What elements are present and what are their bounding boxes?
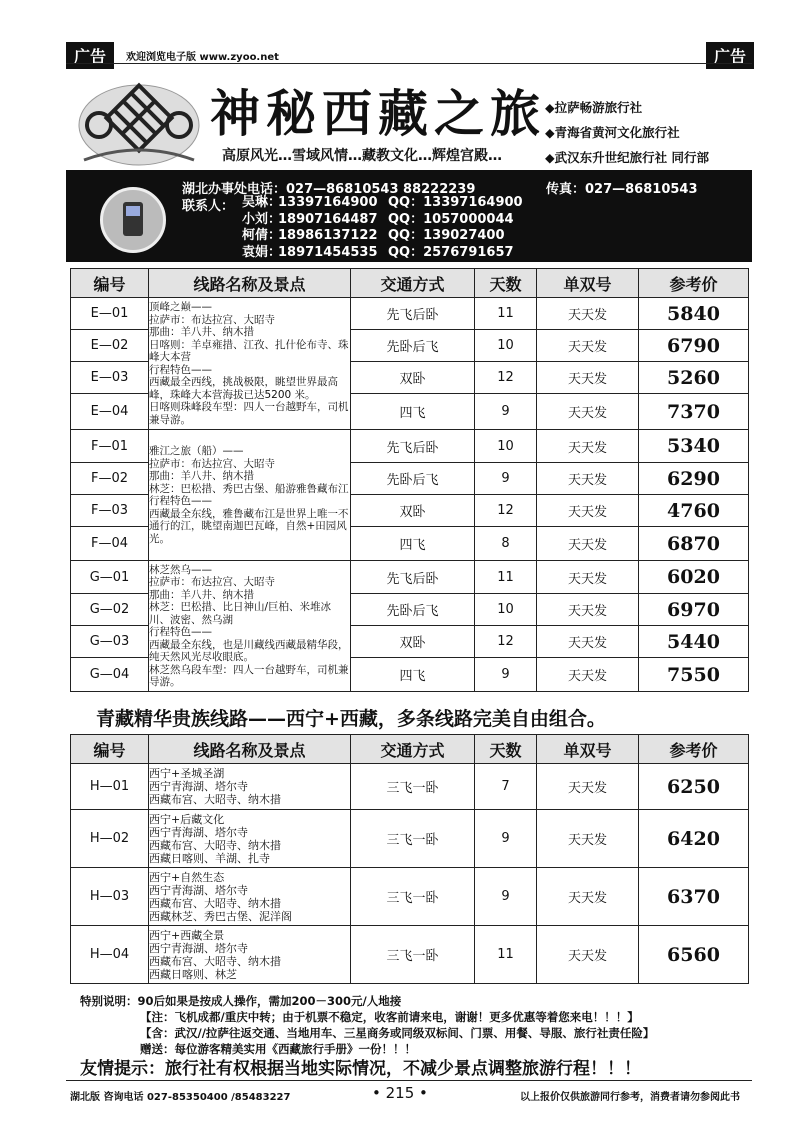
table-cell: H—01 [71,764,149,810]
table-cell: 7550 [639,658,749,692]
route-desc: 顶峰之巅—— 拉萨市：布达拉宫、大昭寺 那曲：羊八井、纳木措 日喀则：羊卓雍措、江孜、扎什伦布寺、珠峰大本营 行程特色—— 西藏最全西线，挑战极限，眺望世界最高峰，珠峰大本营海拔已达5200 米。 日喀则珠峰段车型：四人一台越野车，司机兼导游。 [149,298,351,430]
table-row [71,430,749,463]
table-cell: 5840 [639,298,749,330]
bottom-rule [66,1080,752,1081]
table-cell: 先卧后飞 [351,463,475,495]
table-cell: 10 [475,330,537,362]
table-cell: 9 [475,658,537,692]
table-cell: 三飞一卧 [351,764,475,810]
table-cell: F—03 [71,495,149,527]
col-header: 天数 [475,735,537,764]
office-phone: 湖北办事处电话：027—86810543 88222239 [182,182,476,197]
table-cell: 先卧后飞 [351,330,475,362]
table-cell: 12 [475,362,537,394]
contact-row [242,228,523,245]
table-cell: 6560 [639,926,749,984]
table-header-row [71,269,749,298]
table-cell: H—02 [71,810,149,868]
route-desc: 雅江之旅（船）—— 拉萨市：布达拉宫、大昭寺 那曲：羊八井、纳木措 林芝：巴松措、秀巴古堡、船游雅鲁藏布江 行程特色—— 西藏最全东线，雅鲁藏布江是世界上唯一不通行的江，眺望南迦巴瓦峰，自然+田园风光。 [149,430,351,561]
agency-item: ◆拉萨畅游旅行社 [545,100,643,115]
table-cell: F—04 [71,527,149,561]
contact-field: QQ：139027400 [388,228,505,243]
table-cell: 10 [475,430,537,463]
ad-tag-right: 广告 [706,42,754,69]
contact-field: QQ：13397164900 [388,195,523,210]
table-cell: 10 [475,594,537,626]
contact-people [242,195,523,261]
table-cell: 12 [475,495,537,527]
table-row [71,926,749,984]
table-cell: 四飞 [351,658,475,692]
table-cell: 天天发 [537,658,639,692]
table-cell: 9 [475,394,537,430]
fax-number: 传真：027—86810543 [546,182,698,197]
table-cell: 四飞 [351,394,475,430]
table-cell: 三飞一卧 [351,810,475,868]
table-cell: E—01 [71,298,149,330]
table-row [71,764,749,810]
table-cell: 6290 [639,463,749,495]
table-cell: 先卧后飞 [351,594,475,626]
col-header: 交通方式 [351,735,475,764]
contact-row [242,195,523,212]
table-cell: E—04 [71,394,149,430]
col-header: 编号 [71,735,149,764]
table-cell: 天天发 [537,330,639,362]
table-cell: 9 [475,810,537,868]
table-cell: 天天发 [537,463,639,495]
contact-field: 18907164487 [278,211,378,227]
col-header: 交通方式 [351,269,475,298]
friendly-reminder: 友情提示：旅行社有权根据当地实际情况，不减少景点调整旅游行程！！！ [80,1059,641,1079]
table-row [71,298,749,330]
table-cell: 西宁+西藏全景 西宁青海湖、塔尔寺 西藏布宫、大昭寺、纳木措 西藏日喀则、林芝 [149,926,351,984]
route-table-qinghai [70,734,749,984]
table-cell: G—01 [71,561,149,594]
table-row [71,868,749,926]
table-cell: 三飞一卧 [351,868,475,926]
table-cell: 天天发 [537,527,639,561]
table-cell: G—04 [71,658,149,692]
contact-field: QQ：1057000044 [388,211,514,227]
table-cell: 6250 [639,764,749,810]
table-cell: 先飞后卧 [351,430,475,463]
contact-field: 13397164900 [278,195,378,210]
table-header-row [71,735,749,764]
col-header: 线路名称及景点 [149,269,351,298]
table-cell: 天天发 [537,362,639,394]
table-cell: 9 [475,463,537,495]
table-cell: H—04 [71,926,149,984]
col-header: 天数 [475,269,537,298]
col-header: 参考价 [639,269,749,298]
table-cell: F—02 [71,463,149,495]
agency-item: ◆武汉东升世纪旅行社 同行部 [545,150,709,165]
special-notes [80,993,654,1057]
table-cell: 天天发 [537,298,639,330]
table-cell: 三飞一卧 [351,926,475,984]
footer-left: 湖北版 咨询电话 027-85350400 /85483227 [70,1092,291,1103]
route-desc: 林芝然乌—— 拉萨市：布达拉宫、大昭寺 那曲：羊八井、纳木措 林芝：巴松措、比日神山/巨柏、米堆冰川、波密、然乌湖 行程特色—— 西藏最全东线，也是川藏线西藏最精华段，纯天然风光尽收眼底。 林芝然乌段车型：四人一台越野车，司机兼导游。 [149,561,351,692]
contact-label: 联系人： [182,199,235,214]
phone-icon [100,187,166,253]
table-cell: 双卧 [351,362,475,394]
table-cell: 双卧 [351,626,475,658]
note-line: 特别说明：90后如果是按成人操作，需加200－300元/人地接 [80,994,402,1008]
table-cell: 4760 [639,495,749,527]
welcome-text: 欢迎浏览电子版 www.zyoo.net [126,52,279,63]
table-cell: 先飞后卧 [351,298,475,330]
table-cell: H—03 [71,868,149,926]
agency-item: ◆青海省黄河文化旅行社 [545,125,680,140]
table-cell: E—02 [71,330,149,362]
table-cell: 天天发 [537,430,639,463]
table-cell: 6420 [639,810,749,868]
footer-right: 以上报价仅供旅游同行参考，消费者请勿参阅此书 [520,1092,740,1103]
table-row [71,561,749,594]
page-number: • 215 • [372,1084,428,1102]
contact-field: QQ：2576791657 [388,244,514,260]
table-cell: G—02 [71,594,149,626]
table-cell: 5440 [639,626,749,658]
col-header: 单双号 [537,269,639,298]
table-cell: 天天发 [537,394,639,430]
contact-field: 吴琳： [242,195,282,210]
agency-list [545,95,709,170]
contact-field: 小刘： [242,211,282,227]
contact-field: 袁娟： [242,244,282,260]
table-cell: E—03 [71,362,149,394]
note-line: 【注：飞机成都/重庆中转；由于机票不稳定，收客前请来电，谢谢！更多优惠等着您来电！！！】 [140,1010,639,1024]
table-cell: 5340 [639,430,749,463]
route-table-tibet [70,268,749,692]
table-cell: 天天发 [537,594,639,626]
table-cell: 7 [475,764,537,810]
col-header: 单双号 [537,735,639,764]
table-cell: 11 [475,298,537,330]
contact-row [242,245,523,262]
contact-panel [66,170,752,262]
table-cell: 6370 [639,868,749,926]
table-cell: 5260 [639,362,749,394]
table-cell: 西宁+后藏文化 西宁青海湖、塔尔寺 西藏布宫、大昭寺、纳木措 西藏日喀则、羊湖、扎寺 [149,810,351,868]
table-cell: 11 [475,561,537,594]
table-cell: 7370 [639,394,749,430]
table-cell: 天天发 [537,495,639,527]
table-cell: 6020 [639,561,749,594]
table-cell: 天天发 [537,926,639,984]
top-rule [66,63,752,64]
col-header: 编号 [71,269,149,298]
table-cell: 先飞后卧 [351,561,475,594]
table-cell: 9 [475,868,537,926]
section2-title: 青藏精华贵族线路——西宁+西藏，多条线路完美自由组合。 [96,708,606,730]
table-cell: 西宁+自然生态 西宁青海湖、塔尔寺 西藏布宫、大昭寺、纳木措 西藏林芝、秀巴古堡、泥洋阁 [149,868,351,926]
table-cell: 天天发 [537,868,639,926]
table-cell: 天天发 [537,561,639,594]
note-line: 【含：武汉//拉萨往返交通、当地用车、三星商务或同级双标间、门票、用餐、导服、旅行社责任险】 [140,1026,655,1040]
table-cell: F—01 [71,430,149,463]
table-cell: 6790 [639,330,749,362]
page-title: 神秘西藏之旅 [210,84,546,143]
contact-field: 18971454535 [278,244,378,260]
table-cell: 天天发 [537,764,639,810]
table-cell: 天天发 [537,626,639,658]
table-row [71,810,749,868]
col-header: 线路名称及景点 [149,735,351,764]
table-cell: 天天发 [537,810,639,868]
table-cell: 6870 [639,527,749,561]
col-header: 参考价 [639,735,749,764]
table-cell: 西宁+圣城圣湖 西宁青海湖、塔尔寺 西藏布宫、大昭寺、纳木措 [149,764,351,810]
table-cell: 双卧 [351,495,475,527]
table-cell: 6970 [639,594,749,626]
contact-row [242,212,523,229]
table-cell: G—03 [71,626,149,658]
slogan: 高原风光…雪域风情…藏教文化…辉煌宫殿… [222,148,502,164]
table-cell: 8 [475,527,537,561]
contact-field: 柯倩： [242,228,282,243]
contact-field: 18986137122 [278,228,378,243]
table-cell: 11 [475,926,537,984]
table-cell: 12 [475,626,537,658]
note-line: 赠送：每位游客精美实用《西藏旅行手册》一份！！！ [140,1042,416,1056]
endless-knot-logo-icon [74,70,204,170]
ad-tag-left: 广告 [66,42,114,69]
table-cell: 四飞 [351,527,475,561]
